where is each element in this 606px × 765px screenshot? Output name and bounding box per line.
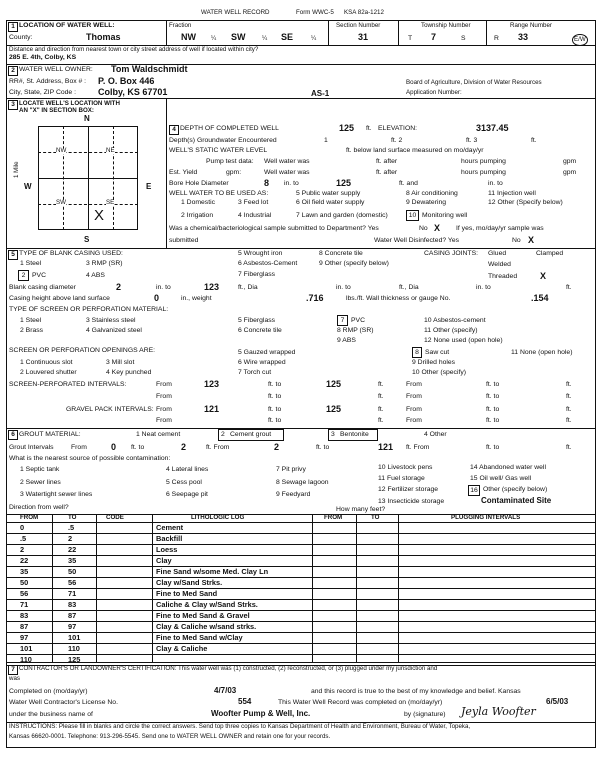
blank-diameter: 2 bbox=[116, 282, 122, 292]
log-to: 22 bbox=[68, 545, 77, 554]
form-number: Form WWC-5 bbox=[296, 9, 334, 16]
rr-label: RR#, St. Address, Box # : bbox=[9, 78, 87, 85]
log-description: Loess bbox=[156, 545, 178, 554]
log-to: 110 bbox=[68, 644, 80, 653]
board-text: Board of Agriculture, Division of Water Resources bbox=[406, 79, 542, 86]
log-from: 0 bbox=[20, 523, 25, 532]
ew-circle: E/W bbox=[572, 34, 588, 46]
source-16-circle: 16 bbox=[468, 485, 480, 496]
elevation-value: 3137.45 bbox=[476, 123, 509, 133]
quarter-1: NW bbox=[181, 32, 196, 42]
depth-value: 125 bbox=[339, 123, 355, 133]
city-value: Colby, KS 67701 bbox=[98, 87, 168, 97]
section-4-number: 4 bbox=[169, 125, 179, 135]
application-number-label: Application Number: bbox=[406, 89, 462, 96]
log-to: 83 bbox=[68, 600, 77, 609]
section-7-number: 7 bbox=[8, 665, 18, 675]
log-description: Fine to Med Sand bbox=[156, 589, 218, 598]
fraction-label: Fraction bbox=[169, 22, 192, 29]
log-to: 125 bbox=[68, 655, 81, 664]
log-description: Fine to Med Sand & Gravel bbox=[156, 611, 250, 620]
section-number-label: Section Number bbox=[336, 22, 381, 29]
township-label: Township Number bbox=[421, 22, 471, 29]
screen-to: 125 bbox=[326, 379, 342, 389]
section-1-number: 1 bbox=[8, 22, 18, 32]
log-from: 22 bbox=[20, 556, 29, 565]
section-3-number: 3 bbox=[8, 100, 18, 110]
county-label: County: bbox=[9, 34, 33, 41]
casing-weight: .716 bbox=[306, 293, 324, 303]
log-from: 56 bbox=[20, 589, 29, 598]
blank-casing-depth: 123 bbox=[204, 282, 220, 292]
form-title: WATER WELL RECORD bbox=[201, 9, 270, 16]
log-description: Clay & Caliche w/sand strks. bbox=[156, 622, 257, 631]
log-to: 50 bbox=[68, 567, 77, 576]
log-from: 87 bbox=[20, 622, 29, 631]
screen-from: 123 bbox=[204, 379, 220, 389]
log-from: 71 bbox=[20, 600, 29, 609]
code-value: AS-1 bbox=[311, 89, 330, 98]
bore-diameter: 8 bbox=[264, 178, 270, 188]
log-description: Fine Sand w/some Med. Clay Ln bbox=[156, 567, 269, 576]
log-from: 50 bbox=[20, 578, 29, 587]
log-from: 97 bbox=[20, 633, 29, 642]
county-value: Thomas bbox=[86, 32, 121, 42]
completed-date: 4/7/03 bbox=[214, 686, 237, 695]
log-to: 87 bbox=[68, 611, 77, 620]
section-2-number: 2 bbox=[8, 66, 18, 76]
log-description: Backfill bbox=[156, 534, 183, 543]
rr-value: P. O. Box 446 bbox=[98, 76, 155, 86]
form-ksa: KSA 82a-1212 bbox=[344, 9, 384, 16]
log-from: 101 bbox=[20, 644, 33, 653]
disinfected-no-x: X bbox=[528, 235, 535, 245]
log-to: 101 bbox=[68, 633, 81, 642]
grout-to: 2 bbox=[181, 442, 187, 452]
bore-depth: 125 bbox=[336, 178, 352, 188]
log-from: 35 bbox=[20, 567, 29, 576]
section-6-number: 6 bbox=[8, 430, 18, 440]
owner-value: Tom Waldschmidt bbox=[111, 64, 188, 74]
log-to: 71 bbox=[68, 589, 77, 598]
use-10-circle: 10 bbox=[406, 210, 419, 221]
opening-8-circle: 8 bbox=[412, 347, 422, 358]
log-description: Clay w/Sand Strks. bbox=[156, 578, 223, 587]
license-number: 554 bbox=[238, 697, 252, 706]
section-5-number: 5 bbox=[8, 250, 18, 260]
contamination-note: Contaminated Site bbox=[481, 496, 552, 505]
gravel-to: 125 bbox=[326, 404, 342, 414]
range-label: Range Number bbox=[510, 22, 552, 29]
depth-label: DEPTH OF COMPLETED WELL bbox=[180, 125, 279, 132]
log-from: 2 bbox=[20, 545, 25, 554]
distance-label: Distance and direction from nearest town or city street address of well if located within city? bbox=[9, 46, 259, 53]
log-to: 35 bbox=[68, 556, 77, 565]
log-to: 56 bbox=[68, 578, 77, 587]
section-number: 31 bbox=[358, 32, 369, 42]
log-description: Caliche & Clay w/Sand Strks. bbox=[156, 600, 258, 609]
city-label: City, State, ZIP Code : bbox=[9, 89, 76, 96]
casing-height: 0 bbox=[154, 293, 160, 303]
log-from: 83 bbox=[20, 611, 29, 620]
quarter-2: SW bbox=[231, 32, 246, 42]
log-from: .5 bbox=[20, 534, 27, 543]
casing-2-circle: 2 bbox=[18, 270, 29, 281]
contractor-signature: Jeyla Woofter bbox=[461, 705, 536, 718]
well-location-x: X bbox=[94, 207, 105, 224]
log-description: Clay & Caliche bbox=[156, 644, 208, 653]
grout-to-2: 121 bbox=[378, 442, 394, 452]
address-value: 285 E. 4th, Colby, KS bbox=[9, 54, 77, 61]
log-to: 97 bbox=[68, 622, 77, 631]
screen-7-circle: 7 bbox=[337, 315, 348, 326]
elevation-label: ELEVATION: bbox=[378, 125, 418, 132]
log-description: Cement bbox=[156, 523, 184, 532]
owner-label: WATER WELL OWNER: bbox=[19, 66, 93, 73]
log-to: .5 bbox=[68, 523, 75, 532]
log-description: Fine to Med Sand w/Clay bbox=[156, 633, 243, 642]
water-well-record-form: WATER WELL RECORD Form WWC-5 KSA 82a-1212 1 LOCATION OF WATER WELL: County: Thomas Fraction NW ¼ SW ¼ SE ¼ Section Number 31 Township Number T 7 S Range Number R 33 E/W Distance and direction from nearest town or city street address of well if located within city? 285 E. 4th, Colby, KS 2 WATER WELL OWNER: Tom Waldschmidt RR#, St. Address, Box # : P. O. Box 446 City, State, ZIP Code : Colby, KS 67701 AS-1 Board of Agriculture, Division of Water Resources Application Number: 3 LOCATE WELL'S LOCATION WITH AN "X" IN SECTION BOX: N S W E 1 Mile NW NE SW SE X 4 DEPTH OF COMPLETED WELL 125 ft. ELEVATION: 3137.45 Depth(s) Groundwater Encountered 1 ft. 2 ft. 3 ft. WELL'S STATIC WATER LEVEL ft. below land surface measured on mo/day/yr Pump test data: Well water was ft. after hours pumping gpm Est. Yield gpm: Well water was ft. after hours pumping gpm Bore Hole Diameter 8 in. to 125 ft. and in. to WELL WATER TO BE USED AS: 5 Public water supply 8 Air conditioning 11 Injection well 1 Domestic 3 Feed lot 6 Oil field water supply 9 Dewatering 12 Other (Specify below) 2 Irrigation 4 Industrial 7 Lawn and garden (domestic) 10 Monitoring well Was a chemical/bacteriological sample submitted to Department? Yes No X If yes, mo/day/yr sample was submitted Water Well Disinfected? Yes No X 5 TYPE OF BLANK CASING USED: 1 Steel 3 RMP (SR) 5 Wrought iron 8 Concrete tile 2 PVC 4 ABS 6 Asbestos-Cement 7 Fiberglass 9 Other (specify below) CASING JOINTS: Glued Clamped Welded Threaded X Blank casing diameter 2 in. to 123 ft., Dia in. to ft., Dia in. to ft. Casing height above land surface 0 in., weight .716 lbs./ft. Wall thickness or gauge No. .154 TYPE OF SCREEN OR PERFORATION MATERIAL: 1 Steel 3 Stainless steel 5 Fiberglass 7 PVC 10 Asbestos-cement 2 Brass 4 Galvanized steel 6 Concrete tile 8 RMP (SR) 11 Other (specify) 9 ABS 12 None used (open hole) SCREEN OR PERFORATION OPENINGS ARE: 5 Gauzed wrapped 8 Saw cut 11 None (open hole) 1 Continuous slot 3 Mill slot 6 Wire wrapped 9 Drilled holes 2 Louvered shutter 4 Key punched 7 Torch cut 10 Other (specify) SCREEN-PERFORATED INTERVALS: From 123 ft. to 125 ft. From ft. to ft. From ft. to ft. From ft. to ft. GRAVEL PACK INTERVALS: From 121 ft. to 125 ft. From ft. to ft. From ft. to ft. From ft. to ft. 6 GROUT MATERIAL: 1 Neat cement 2 Cement grout 3 Bentonite 4 Other Grout Intervals From 0 ft. to 2 ft. From 2 ft. to 121 ft. From ft. to ft. What is the nearest source of possible contamination: 1 Septic tank 4 Lateral lines 7 Pit privy 10 Livestock pens 14 Abandoned water well 2 Sewer lines 5 Cess pool 8 Sewage lagoon 11 Fuel storage 15 Oil well/ Gas well 3 Watertight sewer lines 6 Seepage pit 9 Feedyard 12 Fertilizer storage 16 Other (specify below) 13 Insecticide storage Contaminated Site Direction from well? How many feet? FROM TO CODE LITHOLOGIC LOG FROM TO PLUGGING INTERVALS 0 .5 Cement .5 2 Backfill 2 22 Loess 22 35 Clay 35 50 Fine Sand w/some Med. Clay Ln 50 56 Clay w/Sand Strks. 56 71 Fine to Med Sand 71 83 Caliche & Clay w/Sand Strks. 83 87 Fine to Med Sand & Gravel 87 97 Clay & Caliche w/sand strks. 97 101 Fine to Med Sand w/Clay 101 110 Clay & Caliche 110 125 7 CONTRACTOR'S OR LANDOWNER'S CERTIFICATION: This water well was (1) constructed, (2) reconstructed, or (3) plugged under my jurisdiction and was Completed on (mo/day/yr) 4/7/03 and this record is true to the best of my knowledge and belief. Kansas Water Well Contractor's License No. 554 This Water Well Record was completed on (mo/day/yr) 6/5/03 under the business name of Woofter Pump & Well, Inc. by (signature) Jeyla Woofter INSTRUCTIONS: Please fill in blanks and circle the correct answers. Send top three copies to Kansas Department of Health and Environment, Bureau of Water, Topeka, Kansas 66620-0001. Telephone: 913-296-5545. Send one to WATER WELL OWNER and retain one for your records. bbox=[6, 8, 598, 760]
gauge-value: .154 bbox=[531, 293, 549, 303]
quarter-3: SE bbox=[281, 32, 294, 42]
grout-from: 0 bbox=[111, 442, 117, 452]
gravel-from: 121 bbox=[204, 404, 220, 414]
log-from: 110 bbox=[20, 655, 32, 664]
business-name: Woofter Pump & Well, Inc. bbox=[211, 709, 311, 718]
grout-from-2: 2 bbox=[274, 442, 280, 452]
range-number: 33 bbox=[518, 32, 529, 42]
township-number: 7 bbox=[431, 32, 437, 42]
log-description: Clay bbox=[156, 556, 172, 565]
log-to: 2 bbox=[68, 534, 73, 543]
threaded-x: X bbox=[540, 271, 547, 281]
location-label: LOCATION OF WATER WELL: bbox=[19, 22, 115, 29]
record-date: 6/5/03 bbox=[546, 697, 569, 706]
sample-no-x: X bbox=[434, 223, 441, 233]
